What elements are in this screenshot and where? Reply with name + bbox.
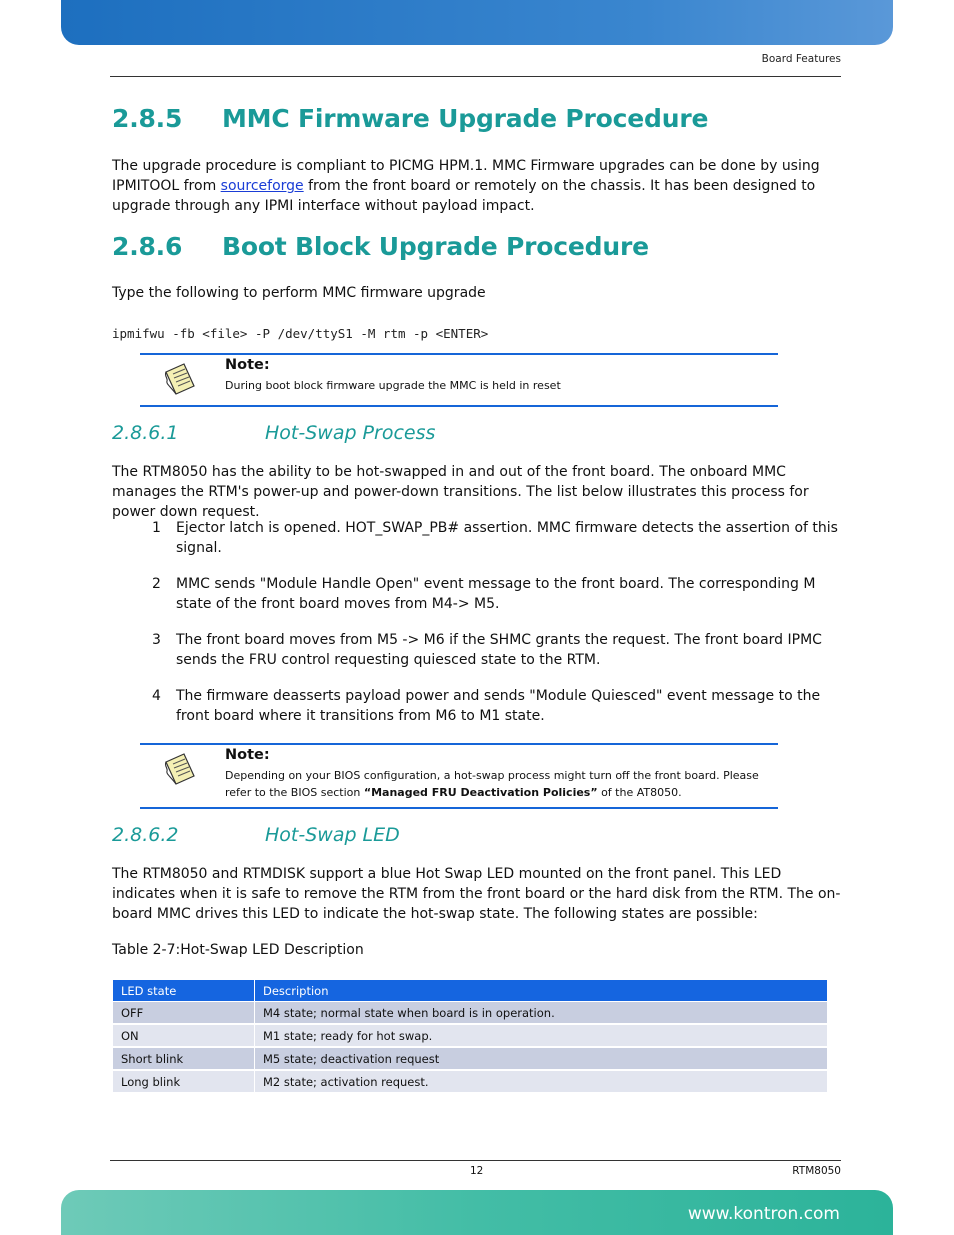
paragraph-2-8-6-2: The RTM8050 and RTMDISK support a blue Hot Swap LED mounted on the front panel. This LED indicates when it is safe to remove the RTM from the front board or the hard disk from the RTM. The on-board MMC drives this LED to indicate the hot-swap state. The following states are possible: — [112, 866, 841, 922]
table-row — [113, 1024, 828, 1047]
table-caption: Table 2-7:Hot-Swap LED Description — [112, 942, 364, 958]
footer-model: RTM8050 — [792, 1165, 841, 1177]
table-row — [113, 1002, 828, 1025]
list-item — [152, 574, 844, 614]
bottom-banner — [61, 1190, 893, 1235]
list-text: The firmware deasserts payload power and sends "Module Quiesced" event message to the front board where it transitions from M6 to M1 state. — [176, 688, 821, 724]
note-paper-icon — [162, 362, 198, 398]
column-header: Description — [255, 980, 828, 1002]
table-cell: OFF — [113, 1002, 255, 1025]
heading-title: Hot-Swap LED — [265, 824, 400, 846]
list-number: 2 — [152, 576, 161, 592]
footer-rule — [110, 1160, 841, 1161]
led-table — [112, 979, 828, 1094]
website-url[interactable]: www.kontron.com — [687, 1204, 840, 1224]
list-number: 3 — [152, 632, 161, 648]
heading-2-8-6-1 — [112, 422, 435, 444]
sourceforge-link[interactable]: sourceforge — [220, 178, 304, 194]
table-row — [113, 1047, 828, 1070]
column-header: LED state — [113, 980, 255, 1002]
table-row — [113, 1070, 828, 1093]
note-text — [225, 767, 773, 801]
paragraph-text: The upgrade procedure is compliant to PICMG HPM.1. MMC Firmware upgrades can be done by using IPMITOOL from — [112, 158, 820, 194]
heading-title: Hot-Swap Process — [265, 422, 436, 444]
list-number: 1 — [152, 520, 161, 536]
command-line: ipmifwu -fb <file> -P /dev/ttyS1 -M rtm -p <ENTER> — [112, 326, 489, 341]
paragraph-2-8-6: Type the following to perform MMC firmware upgrade — [112, 285, 486, 301]
top-banner — [61, 0, 893, 45]
note-title: Note: — [225, 357, 270, 373]
note-paper-icon — [162, 752, 198, 788]
table-cell: M4 state; normal state when board is in operation. — [255, 1002, 828, 1025]
table-cell: Long blink — [113, 1070, 255, 1093]
page-number: 12 — [470, 1165, 484, 1177]
heading-title: Boot Block Upgrade Procedure — [222, 232, 649, 261]
paragraph-text: from the front board or remotely on the chassis. It has been designed to upgrade through any IPMI interface without payload impact. — [112, 178, 816, 214]
note-bold-text: “Managed FRU Deactivation Policies” — [363, 786, 598, 799]
note-box-2 — [140, 743, 778, 809]
list-item — [152, 630, 844, 670]
heading-2-8-6-2 — [112, 824, 400, 846]
list-text: MMC sends "Module Handle Open" event message to the front board. The corresponding M state of the front board moves from M4-> M5. — [176, 576, 816, 612]
heading-number: 2.8.6 — [112, 232, 183, 261]
list-text: Ejector latch is opened. HOT_SWAP_PB# assertion. MMC firmware detects the assertion of this signal. — [176, 520, 838, 556]
hot-swap-steps — [152, 518, 844, 742]
list-item — [152, 686, 844, 726]
table-cell: ON — [113, 1024, 255, 1047]
heading-number: 2.8.5 — [112, 104, 183, 133]
table-cell: M5 state; deactivation request — [255, 1047, 828, 1070]
paragraph-2-8-5 — [112, 156, 847, 216]
table-cell: M2 state; activation request. — [255, 1070, 828, 1093]
heading-number: 2.8.6.2 — [112, 824, 179, 846]
paragraph-2-8-6-1: The RTM8050 has the ability to be hot-swapped in and out of the front board. The onboard MMC manages the RTM's power-up and power-down transitions. The list below illustrates this process for power down request. — [112, 464, 809, 520]
note-box-1 — [140, 353, 778, 407]
note-text-part: Depending on your BIOS configuration, a hot-swap process might turn off the front board. Please refer to the BIOS section — [225, 769, 759, 799]
header-rule — [110, 76, 841, 77]
list-number: 4 — [152, 688, 161, 704]
table-cell: Short blink — [113, 1047, 255, 1070]
table-cell: M1 state; ready for hot swap. — [255, 1024, 828, 1047]
note-text: During boot block firmware upgrade the MMC is held in reset — [225, 379, 561, 392]
note-title: Note: — [225, 747, 270, 763]
note-text-part: of the AT8050. — [597, 786, 682, 799]
table-header-row — [113, 980, 828, 1002]
heading-number: 2.8.6.1 — [112, 422, 179, 444]
heading-2-8-6 — [112, 232, 649, 261]
list-text: The front board moves from M5 -> M6 if the SHMC grants the request. The front board IPMC sends the FRU control requesting quiesced state to the RTM. — [176, 632, 822, 668]
header-section-label: Board Features — [761, 53, 841, 65]
list-item — [152, 518, 844, 558]
heading-2-8-5 — [112, 104, 708, 133]
heading-title: MMC Firmware Upgrade Procedure — [222, 104, 709, 133]
